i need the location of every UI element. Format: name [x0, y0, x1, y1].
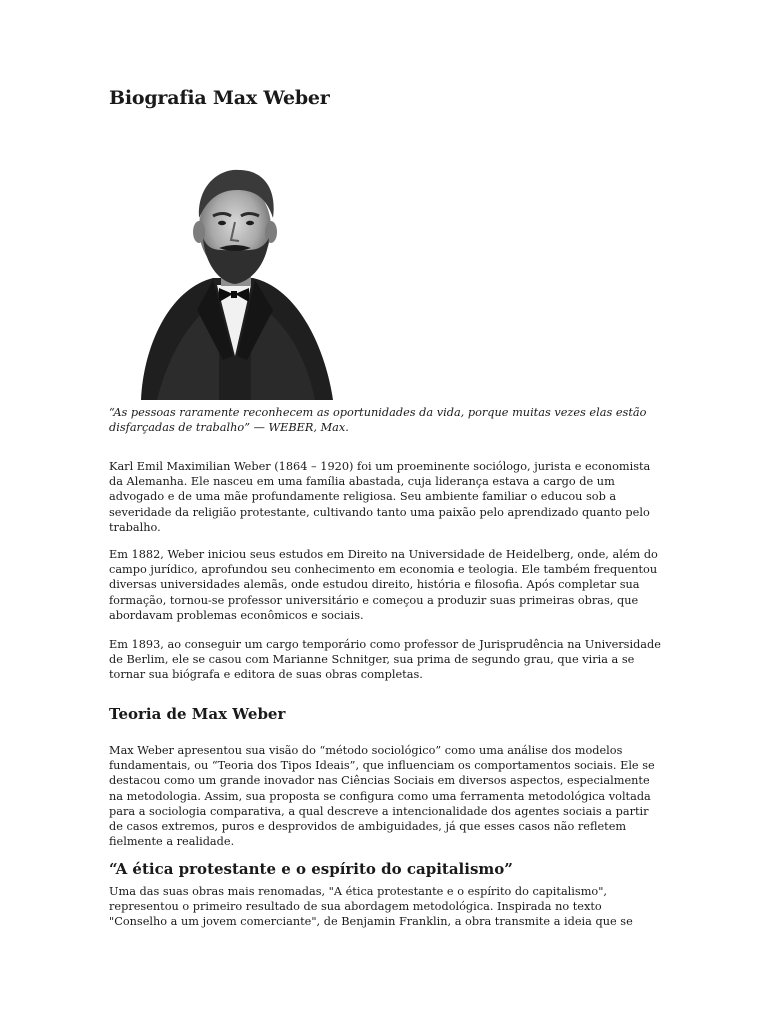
paragraph-biography-1: Karl Emil Maximilian Weber (1864 – 1920) foi um proeminente sociólogo, jurista e economista da Alemanha. Ele nasceu em uma família abastada, cuja liderança estava a cargo de um advogado e de uma mãe profundamente religiosa. Seu ambiente familiar o educou sob a severidade da religião protestante, cultivando tanto uma paixão pelo aprendizado quanto pelo trabalho. [109, 460, 651, 534]
section-heading-ethics: “A ética protestante e o espírito do capitalismo” [109, 860, 513, 878]
page-title: Biografia Max Weber [109, 87, 330, 109]
paragraph-biography-2: Em 1882, Weber iniciou seus estudos em Direito na Universidade de Heidelberg, onde, além do campo jurídico, aprofundou seu conhecimento em economia e teologia. Ele também frequentou diversas universidades alemãs, onde estudou direito, história e filosofia. Após completar sua formação, tornou-se professor universitário e começou a produzir suas primeiras obras, que abordavam problemas econômicos e sociais. [109, 548, 658, 622]
paragraph-theory: Max Weber apresentou sua visão do “método sociológico” como uma análise dos modelos fundamentais, ou “Teoria dos Tipos Ideais”, que influenciam os comportamentos sociais. Ele se destacou como um grande inovador nas Ciências Sociais em diversos aspectos, especialmente na metodologia. Assim, sua proposta se configura como uma ferramenta metodológica voltada para a sociologia comparativa, a qual descreve a intencionalidade dos agentes sociais a partir de casos extremos, puros e desprovidos de ambiguidades, já que esses casos não refletem fielmente a realidade. [109, 744, 655, 849]
paragraph-biography-3: Em 1893, ao conseguir um cargo temporário como professor de Jurisprudência na Universidade de Berlim, ele se casou com Marianne Schnitger, sua prima de segundo grau, que viria a se tornar sua biógrafa e editora de suas obras completas. [109, 638, 661, 682]
quote: “As pessoas raramente reconhecem as oportunidades da vida, porque muitas vezes elas estão disfarçadas de trabalho” — WEBER, Max. [109, 406, 647, 434]
paragraph-ethics: Uma das suas obras mais renomadas, "A ética protestante e o espírito do capitalismo", representou o primeiro resultado de sua abordagem metodológica. Inspirada no texto "Conselho a um jovem comerciante", de Benjamin Franklin, a obra transmite a ideia que se [109, 885, 633, 929]
section-heading-theory: Teoria de Max Weber [109, 705, 286, 723]
max-weber-portrait [127, 160, 339, 400]
